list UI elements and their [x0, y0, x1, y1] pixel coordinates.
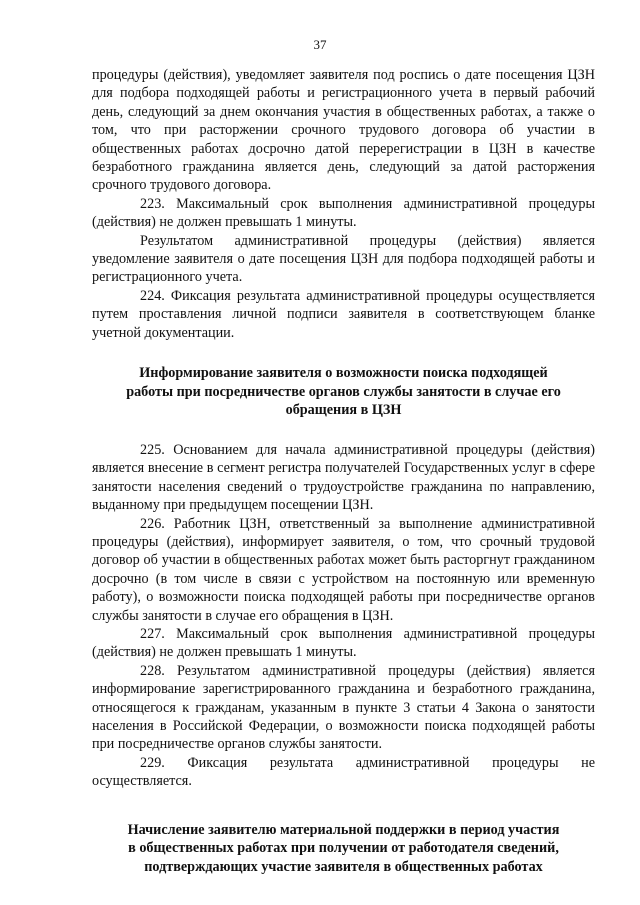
heading-line: обращения в ЦЗН [285, 402, 402, 419]
paragraph-228: 228. Результатом административной процедуры (действия) является информирование зарегистрированного гражданина и безработного гражданина, относящегося к гражданам, указанным в пункте 3 статьи 4 Закона о занятости населения в Российской Федерации, о возможности поиска подходящей работы при посредничестве органов службы занятости. [92, 662, 595, 753]
paragraph-225: 225. Основанием для начала административной процедуры (действия) является внесение в сегмент регистра получателей Государственных услуг в сфере занятости населения сведений о трудоустройстве гражданина по направлению, выданному при предыдущем посещении ЦЗН. [92, 441, 595, 514]
heading-line: в общественных работах при получении от работодателя сведений, [128, 840, 559, 857]
paragraph-226: 226. Работник ЦЗН, ответственный за выполнение административной процедуры (действия), информирует заявителя, о том, что срочный трудовой договор об участии в общественных работах может быть расторгнут гражданином досрочно (в том числе в связи с устройством на постоянную или временную работу), о возможности поиска подходящей работы при посредничестве органов службы занятости в случае его обращения в ЦЗН. [92, 515, 595, 624]
paragraph-continuation: процедуры (действия), уведомляет заявителя под роспись о дате посещения ЦЗН для подбора подходящей работы и регистрационного учета в первый рабочий день, следующий за днем окончания участия в общественных работах, а также о том, что при расторжении срочного трудового договора об участии в общественных работах досрочно датой перерегистрации в ЦЗН в качестве безработного гражданина является день, следующий за датой расторжения срочного трудового договора. [92, 67, 595, 194]
paragraph-223: 223. Максимальный срок выполнения административной процедуры (действия) не должен превышать 1 минуты. [92, 195, 595, 231]
section-heading-informing [92, 364, 595, 420]
paragraph-227: 227. Максимальный срок выполнения административной процедуры (действия) не должен превышать 1 минуты. [92, 625, 595, 661]
section-heading-material-support [92, 821, 595, 877]
paragraph-229: 229. Фиксация результата административной процедуры не осуществляется. [92, 754, 595, 790]
heading-line: Начисление заявителю материальной поддержки в период участия [127, 821, 560, 838]
document-body [92, 66, 595, 876]
heading-line: подтверждающих участие заявителя в общественных работах [144, 858, 543, 875]
paragraph-223-result: Результатом административной процедуры (действия) является уведомление заявителя о дате посещения ЦЗН для подбора подходящей работы и регистрационного учета. [92, 232, 595, 286]
heading-line: Информирование заявителя о возможности поиска подходящей [139, 365, 548, 382]
page-number: 37 [313, 37, 327, 52]
heading-line: работы при посредничестве органов службы занятости в случае его [126, 383, 561, 400]
paragraph-224: 224. Фиксация результата административной процедуры осуществляется путем проставления личной подписи заявителя в соответствующем бланке учетной документации. [92, 287, 595, 341]
